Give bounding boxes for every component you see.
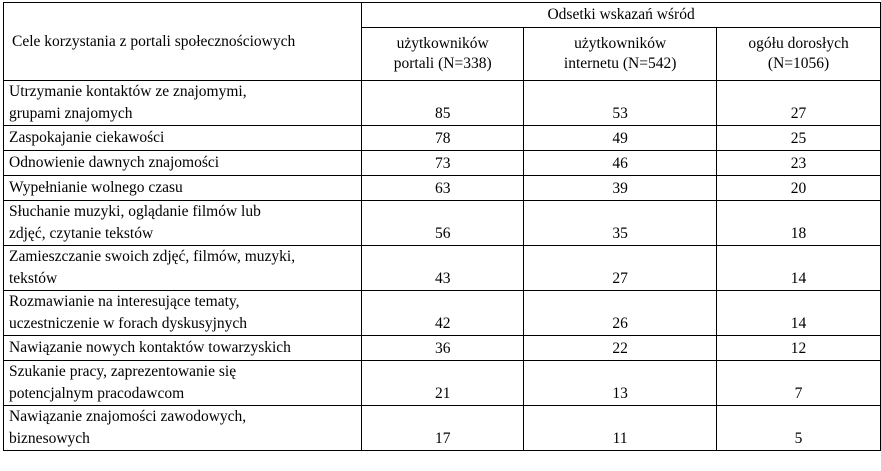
table-row [4, 81, 881, 126]
row-value: 53 [524, 81, 717, 126]
row-label: Odnowienie dawnych znajomości [4, 151, 362, 176]
row-label: Nawiązanie nowych kontaktów towarzyskich [4, 336, 362, 361]
row-value: 36 [362, 336, 524, 361]
row-value: 26 [524, 291, 717, 336]
row-label: Szukanie pracy, zaprezentowanie się potencjalnym pracodawcom [4, 361, 362, 406]
row-value: 22 [524, 336, 717, 361]
column-header-all-adults: ogółu dorosłych (N=1056) [717, 28, 881, 81]
table-row [4, 291, 881, 336]
group-header: Odsetki wskazań wśród [362, 3, 881, 28]
row-value: 14 [717, 291, 881, 336]
table-row [4, 361, 881, 406]
row-label: Zaspokajanie ciekawości [4, 126, 362, 151]
row-value: 11 [524, 406, 717, 451]
table-body [4, 81, 881, 451]
column-header-internet-users: użytkowników internetu (N=542) [524, 28, 717, 81]
row-value: 14 [717, 246, 881, 291]
row-value: 7 [717, 361, 881, 406]
table-row [4, 336, 881, 361]
row-value: 12 [717, 336, 881, 361]
row-value: 23 [717, 151, 881, 176]
row-label: Wypełnianie wolnego czasu [4, 176, 362, 201]
row-value: 21 [362, 361, 524, 406]
table-row [4, 406, 881, 451]
row-value: 27 [524, 246, 717, 291]
survey-table [3, 2, 881, 451]
row-value: 78 [362, 126, 524, 151]
row-value: 27 [717, 81, 881, 126]
row-label: Rozmawianie na interesujące tematy, uczestniczenie w forach dyskusyjnych [4, 291, 362, 336]
table-row [4, 246, 881, 291]
row-value: 73 [362, 151, 524, 176]
row-value: 39 [524, 176, 717, 201]
row-value: 25 [717, 126, 881, 151]
row-value: 13 [524, 361, 717, 406]
row-label: Słuchanie muzyki, oglądanie filmów lub zdjęć, czytanie tekstów [4, 201, 362, 246]
row-value: 56 [362, 201, 524, 246]
table-row [4, 176, 881, 201]
row-label: Utrzymanie kontaktów ze znajomymi, grupami znajomych [4, 81, 362, 126]
row-value: 85 [362, 81, 524, 126]
row-label: Zamieszczanie swoich zdjęć, filmów, muzyki, tekstów [4, 246, 362, 291]
table-row [4, 126, 881, 151]
row-value: 17 [362, 406, 524, 451]
row-header: Cele korzystania z portali społecznościowych [4, 3, 362, 81]
row-value: 43 [362, 246, 524, 291]
table-row [4, 151, 881, 176]
row-label: Nawiązanie znajomości zawodowych, biznesowych [4, 406, 362, 451]
row-value: 49 [524, 126, 717, 151]
row-value: 46 [524, 151, 717, 176]
row-value: 63 [362, 176, 524, 201]
row-value: 42 [362, 291, 524, 336]
row-value: 18 [717, 201, 881, 246]
row-value: 35 [524, 201, 717, 246]
table-row [4, 201, 881, 246]
row-value: 5 [717, 406, 881, 451]
column-header-portal-users: użytkowników portali (N=338) [362, 28, 524, 81]
row-value: 20 [717, 176, 881, 201]
